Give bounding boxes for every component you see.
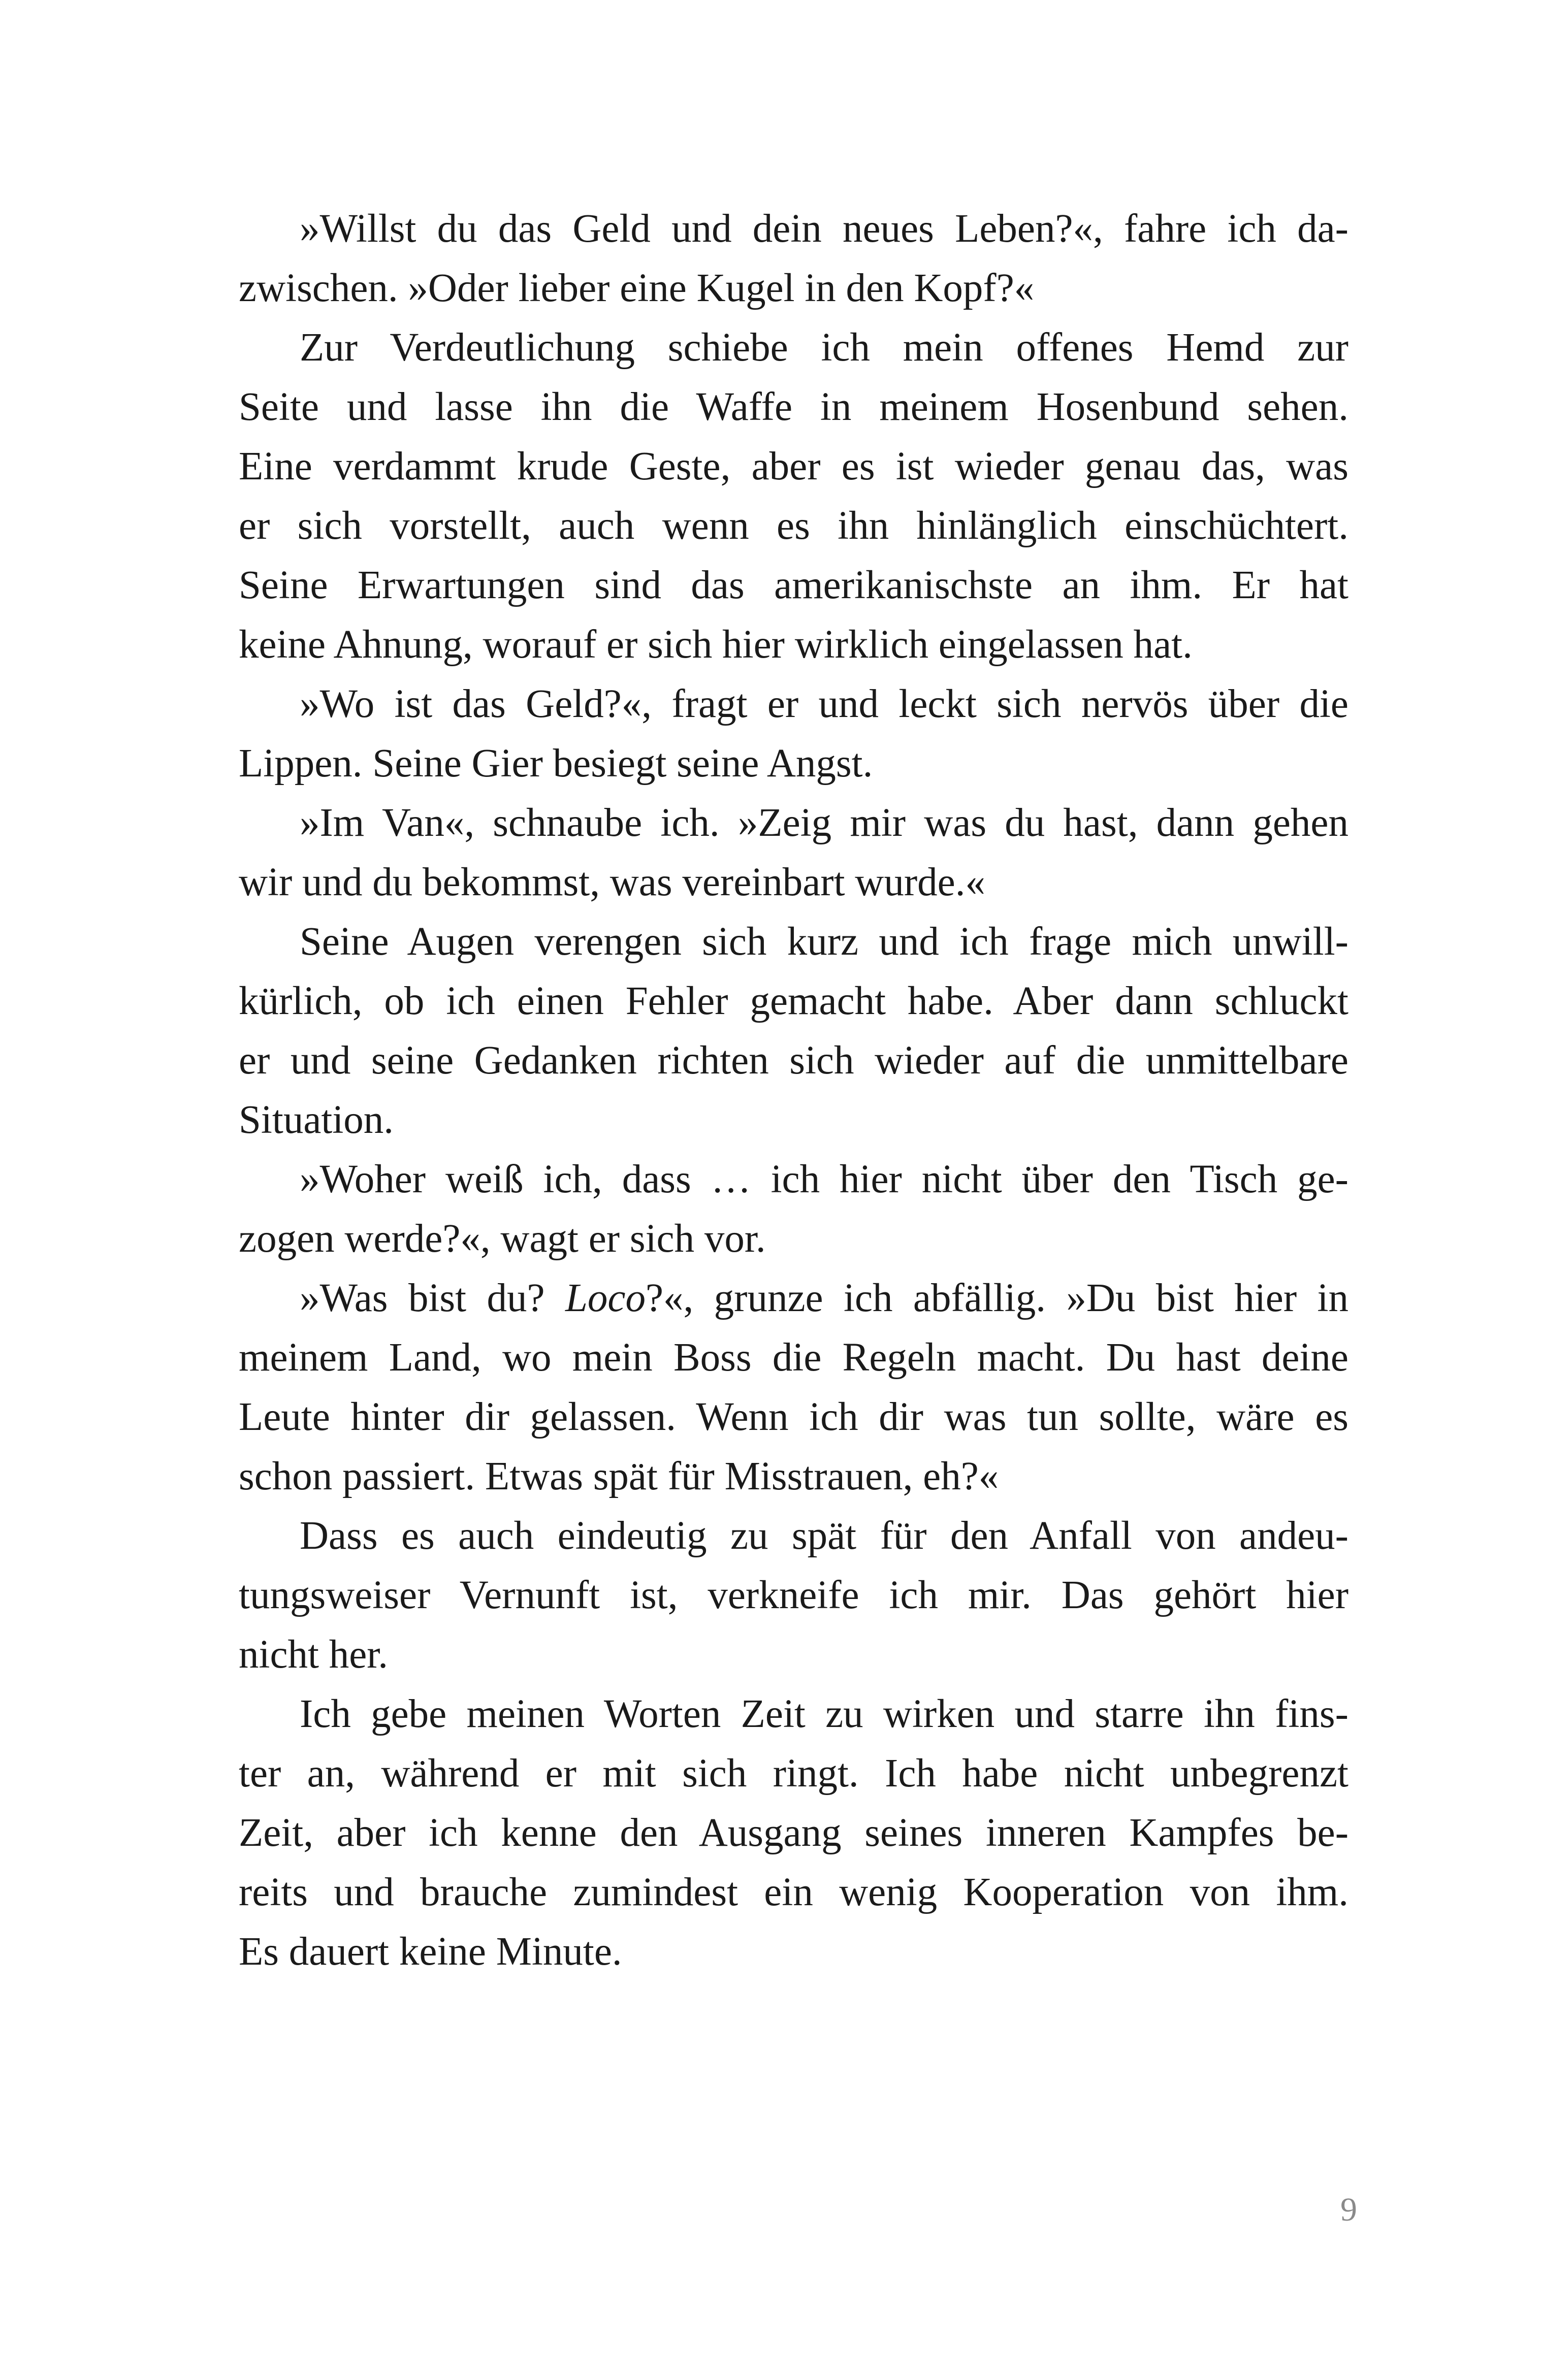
text-line: tungsweiser Vernunft ist, verkneife ich mir. Das gehört hier <box>239 1573 1348 1617</box>
italic-word: Loco <box>565 1276 646 1320</box>
text-line: Seine Erwartungen sind das amerikanischste an ihm. Er hat <box>239 563 1348 607</box>
text-line: reits und brauche zumindest ein wenig Kooperation von ihm. <box>239 1870 1348 1914</box>
text-line: Es dauert keine Minute. <box>239 1930 622 1974</box>
text-line: Dass es auch eindeutig zu spät für den Anfall von andeu- <box>300 1514 1348 1558</box>
text-line: Seite und lasse ihn die Waffe in meinem Hosenbund sehen. <box>239 385 1348 429</box>
text-line: ter an, während er mit sich ringt. Ich habe nicht unbegrenzt <box>239 1751 1348 1796</box>
text-line: »Woher weiß ich, dass … ich hier nicht über den Tisch ge- <box>300 1157 1348 1201</box>
page-body-text <box>239 199 1348 1981</box>
text-line: »Willst du das Geld und dein neues Leben?«, fahre ich da- <box>300 207 1348 251</box>
text-line: Eine verdammt krude Geste, aber es ist wieder genau das, was <box>239 444 1348 488</box>
text-line: Zur Verdeutlichung schiebe ich mein offenes Hemd zur <box>300 325 1348 370</box>
text-line: schon passiert. Etwas spät für Misstrauen, eh?« <box>239 1454 999 1498</box>
text-line: nicht her. <box>239 1633 388 1677</box>
text-line: Zeit, aber ich kenne den Ausgang seines inneren Kampfes be- <box>239 1811 1348 1855</box>
text-line: Seine Augen verengen sich kurz und ich frage mich unwill- <box>300 920 1348 964</box>
text-line: Ich gebe meinen Worten Zeit zu wirken und starre ihn fins- <box>300 1692 1348 1736</box>
text-line: »Wo ist das Geld?«, fragt er und leckt sich nervös über die <box>300 682 1348 726</box>
text-span: ?«, grunze ich abfällig. »Du bist hier in <box>645 1276 1348 1320</box>
text-line: er sich vorstellt, auch wenn es ihn hinlänglich einschüchtert. <box>239 504 1348 548</box>
page-number: 9 <box>1340 2191 1357 2228</box>
text-line: meinem Land, wo mein Boss die Regeln macht. Du hast deine <box>239 1335 1348 1380</box>
text-line: zwischen. »Oder lieber eine Kugel in den Kopf?« <box>239 266 1035 310</box>
text-line: kürlich, ob ich einen Fehler gemacht habe. Aber dann schluckt <box>239 979 1348 1023</box>
text-line: Lippen. Seine Gier besiegt seine Angst. <box>239 741 873 786</box>
text-span: »Was bist du? <box>300 1276 565 1320</box>
text-line: er und seine Gedanken richten sich wieder auf die unmittelbare <box>239 1038 1348 1083</box>
text-line: Leute hinter dir gelassen. Wenn ich dir was tun sollte, wäre es <box>239 1395 1348 1439</box>
text-line: »Im Van«, schnaube ich. »Zeig mir was du hast, dann gehen <box>300 801 1348 845</box>
text-line: wir und du bekommst, was vereinbart wurde.« <box>239 860 985 904</box>
text-line: zogen werde?«, wagt er sich vor. <box>239 1217 766 1261</box>
text-line <box>239 1268 1348 1328</box>
text-line: keine Ahnung, worauf er sich hier wirklich eingelassen hat. <box>239 623 1193 667</box>
text-line: Situation. <box>239 1098 394 1142</box>
